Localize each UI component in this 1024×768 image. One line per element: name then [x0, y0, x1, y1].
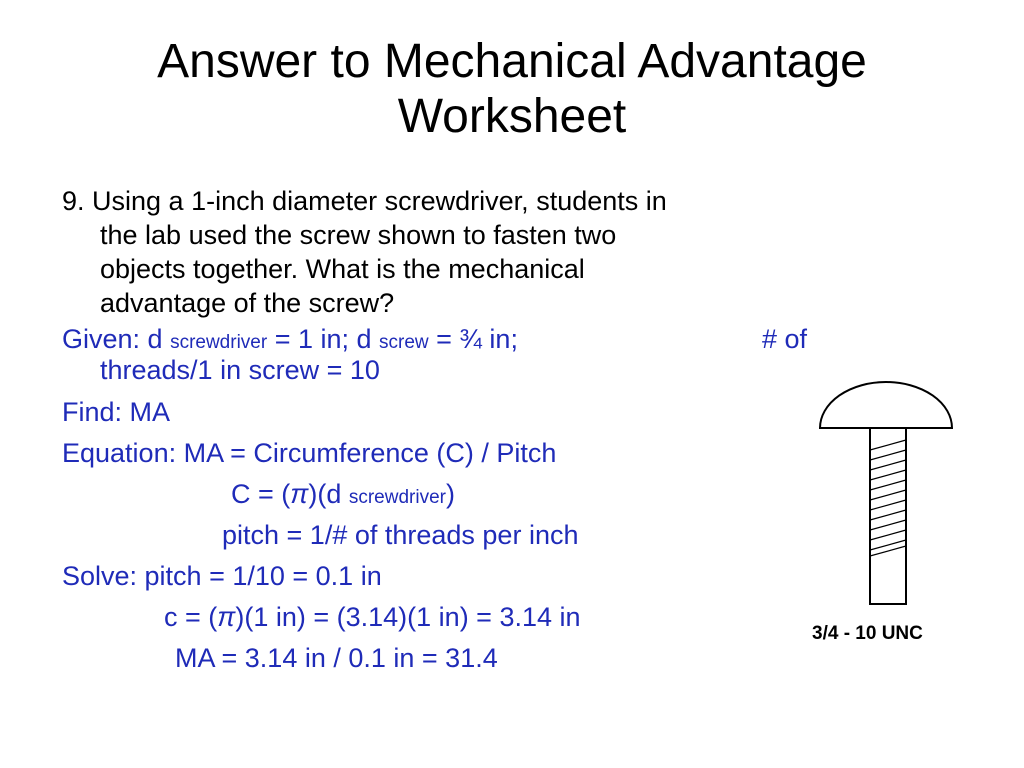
given-subscript-screw: screw [379, 332, 429, 353]
given-mid: = 1 in; d [267, 324, 380, 354]
eq-c-mid: )(d [308, 479, 349, 509]
question-text [62, 184, 667, 320]
eq-c-suffix: ) [445, 479, 455, 509]
given-subscript-screwdriver: screwdriver [170, 332, 268, 353]
solve-circumference [164, 600, 581, 634]
pi-symbol-solve: π [217, 602, 236, 632]
screw-head [820, 382, 952, 428]
pi-symbol: π [290, 479, 309, 509]
slide-title [0, 34, 1024, 144]
question-line-3: objects together. What is the mechanical [100, 254, 585, 284]
eq-c-prefix: C = ( [231, 479, 291, 509]
given-threads-a: # of [762, 324, 808, 354]
question-line-4: advantage of the screw? [100, 288, 395, 318]
screw-diagram [810, 378, 970, 610]
question-line-1: 9. Using a 1-inch diameter screwdriver, students in [62, 186, 667, 216]
find-line: Find: MA [62, 397, 171, 427]
solve-c-prefix: c = ( [164, 602, 218, 632]
title-line-1: Answer to Mechanical Advantage [157, 35, 867, 88]
equation-line: Equation: MA = Circumference (C) / Pitch [62, 438, 557, 468]
solve-c-rest: )(1 in) = (3.14)(1 in) = 3.14 in [235, 602, 581, 632]
solve-ma: MA = 3.14 in / 0.1 in = 31.4 [175, 643, 498, 673]
equation-circumference [231, 477, 455, 515]
given-label: Given: d [62, 324, 171, 354]
solve-line: Solve: pitch = 1/10 = 0.1 in [62, 561, 382, 591]
question-line-2: the lab used the screw shown to fasten two [100, 220, 617, 250]
title-line-2: Worksheet [397, 90, 627, 143]
equation-pitch: pitch = 1/# of threads per inch [222, 520, 579, 550]
given-threads-b: threads/1 in screw = 10 [100, 355, 380, 385]
eq-c-subscript: screwdriver [348, 487, 446, 508]
given-value: = ¾ in; [428, 324, 518, 354]
screw-caption: 3/4 - 10 UNC [812, 623, 923, 644]
